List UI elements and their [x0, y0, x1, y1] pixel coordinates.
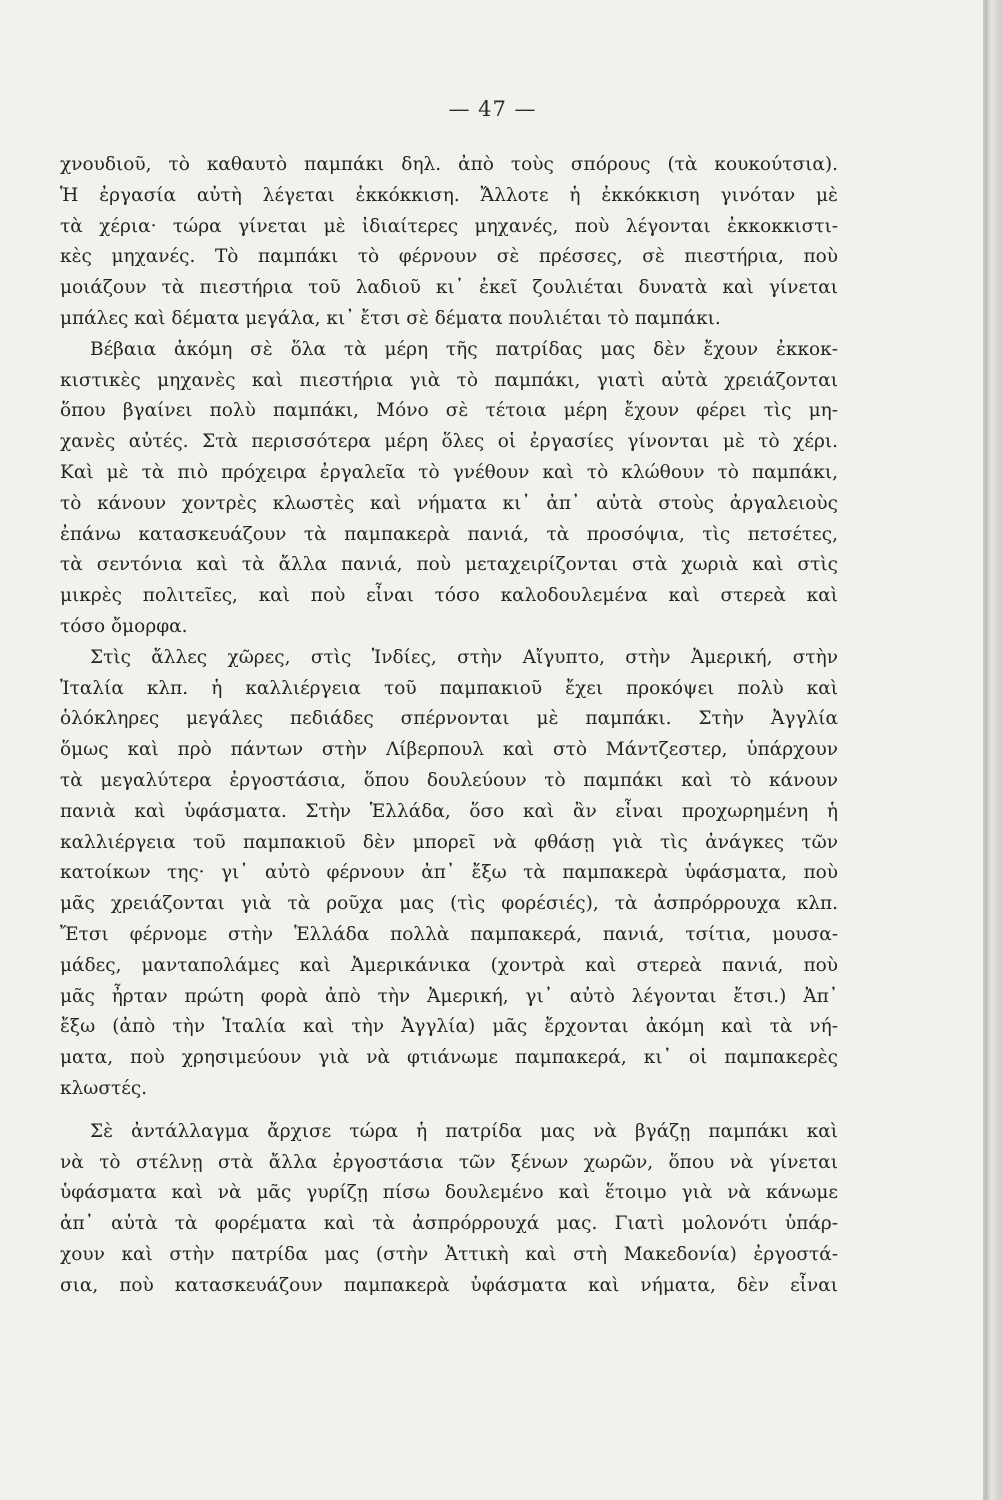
- text-line: κιστικὲς μηχανὲς καὶ πιεστήρια γιὰ τὸ παμπάκι, γιατὶ αὐτὰ χρειάζονται: [60, 369, 838, 391]
- text-line: ὅμως καὶ πρὸ πάντων στὴν Λίβερπουλ καὶ στὸ Μάντζεστερ, ὑπάρχουν: [60, 739, 838, 761]
- text-line: μᾶς χρειάζονται γιὰ τὰ ροῦχα μας (τὶς φορέσιές), τὰ ἀσπρόρρουχα κλπ.: [60, 893, 838, 915]
- text-line: Καὶ μὲ τὰ πιὸ πρόχειρα ἐργαλεῖα τὸ γνέθουν καὶ τὸ κλώθουν τὸ παμπάκι,: [60, 461, 838, 483]
- text-line: χνουδιοῦ, τὸ καθαυτὸ παμπάκι δηλ. ἀπὸ τοὺς σπόρους (τὰ κουκούτσια).: [60, 154, 838, 175]
- text-line: καλλιέργεια τοῦ παμπακιοῦ δὲν μπορεῖ νὰ φθάσῃ γιὰ τὶς ἀνάγκες τῶν: [60, 831, 838, 853]
- text-line: κὲς μηχανές. Τὸ παμπάκι τὸ φέρνουν σὲ πρέσσες, σὲ πιεστήρια, ποὺ: [60, 246, 838, 268]
- text-line: Σὲ ἀντάλλαγμα ἄρχισε τώρα ἡ πατρίδα μας νὰ βγάζῃ παμπάκι καὶ: [90, 1120, 838, 1142]
- text-line: ἔξω (ἀπὸ τὴν Ἰταλία καὶ τὴν Ἀγγλία) μᾶς ἔρχονται ἀκόμη καὶ τὰ νή-: [60, 1016, 838, 1038]
- text-line: Στὶς ἄλλες χῶρες, στὶς Ἰνδίες, στὴν Αἴγυπτο, στὴν Ἀμερική, στὴν: [90, 646, 838, 668]
- text-line: μοιάζουν τὰ πιεστήρια τοῦ λαδιοῦ κι᾿ ἐκεῖ ζουλιέται δυνατὰ καὶ γίνεται: [60, 277, 838, 299]
- text-line: τὰ χέρια· τώρα γίνεται μὲ ἰδιαίτερες μηχανές, ποὺ λέγονται ἐκκοκκιστι-: [60, 215, 838, 237]
- text-line: Βέβαια ἀκόμη σὲ ὅλα τὰ μέρη τῆς πατρίδας μας δὲν ἔχουν ἐκκοκ-: [90, 338, 838, 360]
- text-line: μικρὲς πολιτεῖες, καὶ ποὺ εἶναι τόσο καλοδουλεμένα καὶ στερεὰ καὶ: [60, 585, 838, 607]
- text-line: σια, ποὺ κατασκευάζουν παμπακερὰ ὑφάσματα καὶ νήματα, δὲν εἶναι: [60, 1274, 838, 1296]
- paragraph-gap: [60, 1105, 838, 1117]
- text-line: μάδες, μανταπολάμες καὶ Ἀμερικάνικα (χοντρὰ καὶ στερεὰ πανιά, ποὺ: [60, 954, 838, 976]
- text-line: τὰ σεντόνια καὶ τὰ ἄλλα πανιά, ποὺ μεταχειρίζονται στὰ χωριὰ καὶ στὶς: [60, 554, 838, 576]
- page-edge: [985, 0, 1001, 1500]
- text-line: κλωστές.: [60, 1077, 148, 1099]
- text-line: μπάλες καὶ δέματα μεγάλα, κι᾿ ἔτσι σὲ δέματα πουλιέται τὸ παμπάκι.: [60, 307, 721, 329]
- text-line: ἐπάνω κατασκευάζουν τὰ παμπακερὰ πανιά, τὰ προσόψια, τὶς πετσέτες,: [60, 523, 838, 545]
- text-line: τόσο ὄμορφα.: [60, 615, 188, 637]
- text-line: τὰ μεγαλύτερα ἐργοστάσια, ὅπου δουλεύουν τὸ παμπάκι καὶ τὸ κάνουν: [60, 769, 838, 791]
- text-line: πανιὰ καὶ ὑφάσματα. Στὴν Ἑλλάδα, ὅσο καὶ ἂν εἶναι προχωρημένη ἡ: [60, 800, 838, 822]
- text-line: τὸ κάνουν χοντρὲς κλωστὲς καὶ νήματα κι᾿ ἀπ᾿ αὐτὰ στοὺς ἀργαλειοὺς: [60, 492, 838, 514]
- body-text: [60, 150, 838, 1301]
- text-line: ἀπ᾿ αὐτὰ τὰ φορέματα καὶ τὰ ἀσπρόρρουχά μας. Γιατὶ μολονότι ὑπάρ-: [60, 1213, 838, 1235]
- text-line: κατοίκων της· γι᾿ αὐτὸ φέρνουν ἀπ᾿ ἔξω τὰ παμπακερὰ ὑφάσματα, ποὺ: [60, 862, 838, 884]
- text-line: νὰ τὸ στέλνῃ στὰ ἄλλα ἐργοστάσια τῶν ξένων χωρῶν, ὅπου νὰ γίνεται: [60, 1151, 838, 1173]
- page-number: — 47 —: [448, 97, 537, 121]
- text-line: ὁλόκληρες μεγάλες πεδιάδες σπέρνονται μὲ παμπάκι. Στὴν Ἀγγλία: [60, 708, 838, 730]
- text-line: χανὲς αὐτές. Στὰ περισσότερα μέρη ὅλες οἱ ἐργασίες γίνονται μὲ τὸ χέρι.: [60, 431, 838, 453]
- text-line: ματα, ποὺ χρησιμεύουν γιὰ νὰ φτιάνωμε παμπακερά, κι᾿ οἱ παμπακερὲς: [60, 1047, 838, 1069]
- text-line: Ἔτσι φέρνομε στὴν Ἑλλάδα πολλὰ παμπακερά, πανιά, τσίτια, μουσα-: [60, 923, 838, 945]
- text-line: Ἡ ἐργασία αὐτὴ λέγεται ἐκκόκκιση. Ἄλλοτε ἡ ἐκκόκκιση γινόταν μὲ: [60, 184, 838, 206]
- text-line: μᾶς ἦρταν πρώτη φορὰ ἀπὸ τὴν Ἀμερική, γι᾿ αὐτὸ λέγονται ἔτσι.) Ἀπ᾿: [60, 985, 838, 1007]
- text-line: χουν καὶ στὴν πατρίδα μας (στὴν Ἀττικὴ καὶ στὴ Μακεδονία) ἐργοστά-: [60, 1243, 838, 1265]
- text-line: Ἰταλία κλπ. ἡ καλλιέργεια τοῦ παμπακιοῦ ἔχει προκόψει πολὺ καὶ: [60, 677, 838, 699]
- text-line: ὅπου βγαίνει πολὺ παμπάκι, Μόνο σὲ τέτοια μέρη ἔχουν φέρει τὶς μη-: [60, 400, 838, 422]
- text-line: ὑφάσματα καὶ νὰ μᾶς γυρίζῃ πίσω δουλεμένο καὶ ἕτοιμο γιὰ νὰ κάνωμε: [60, 1182, 838, 1204]
